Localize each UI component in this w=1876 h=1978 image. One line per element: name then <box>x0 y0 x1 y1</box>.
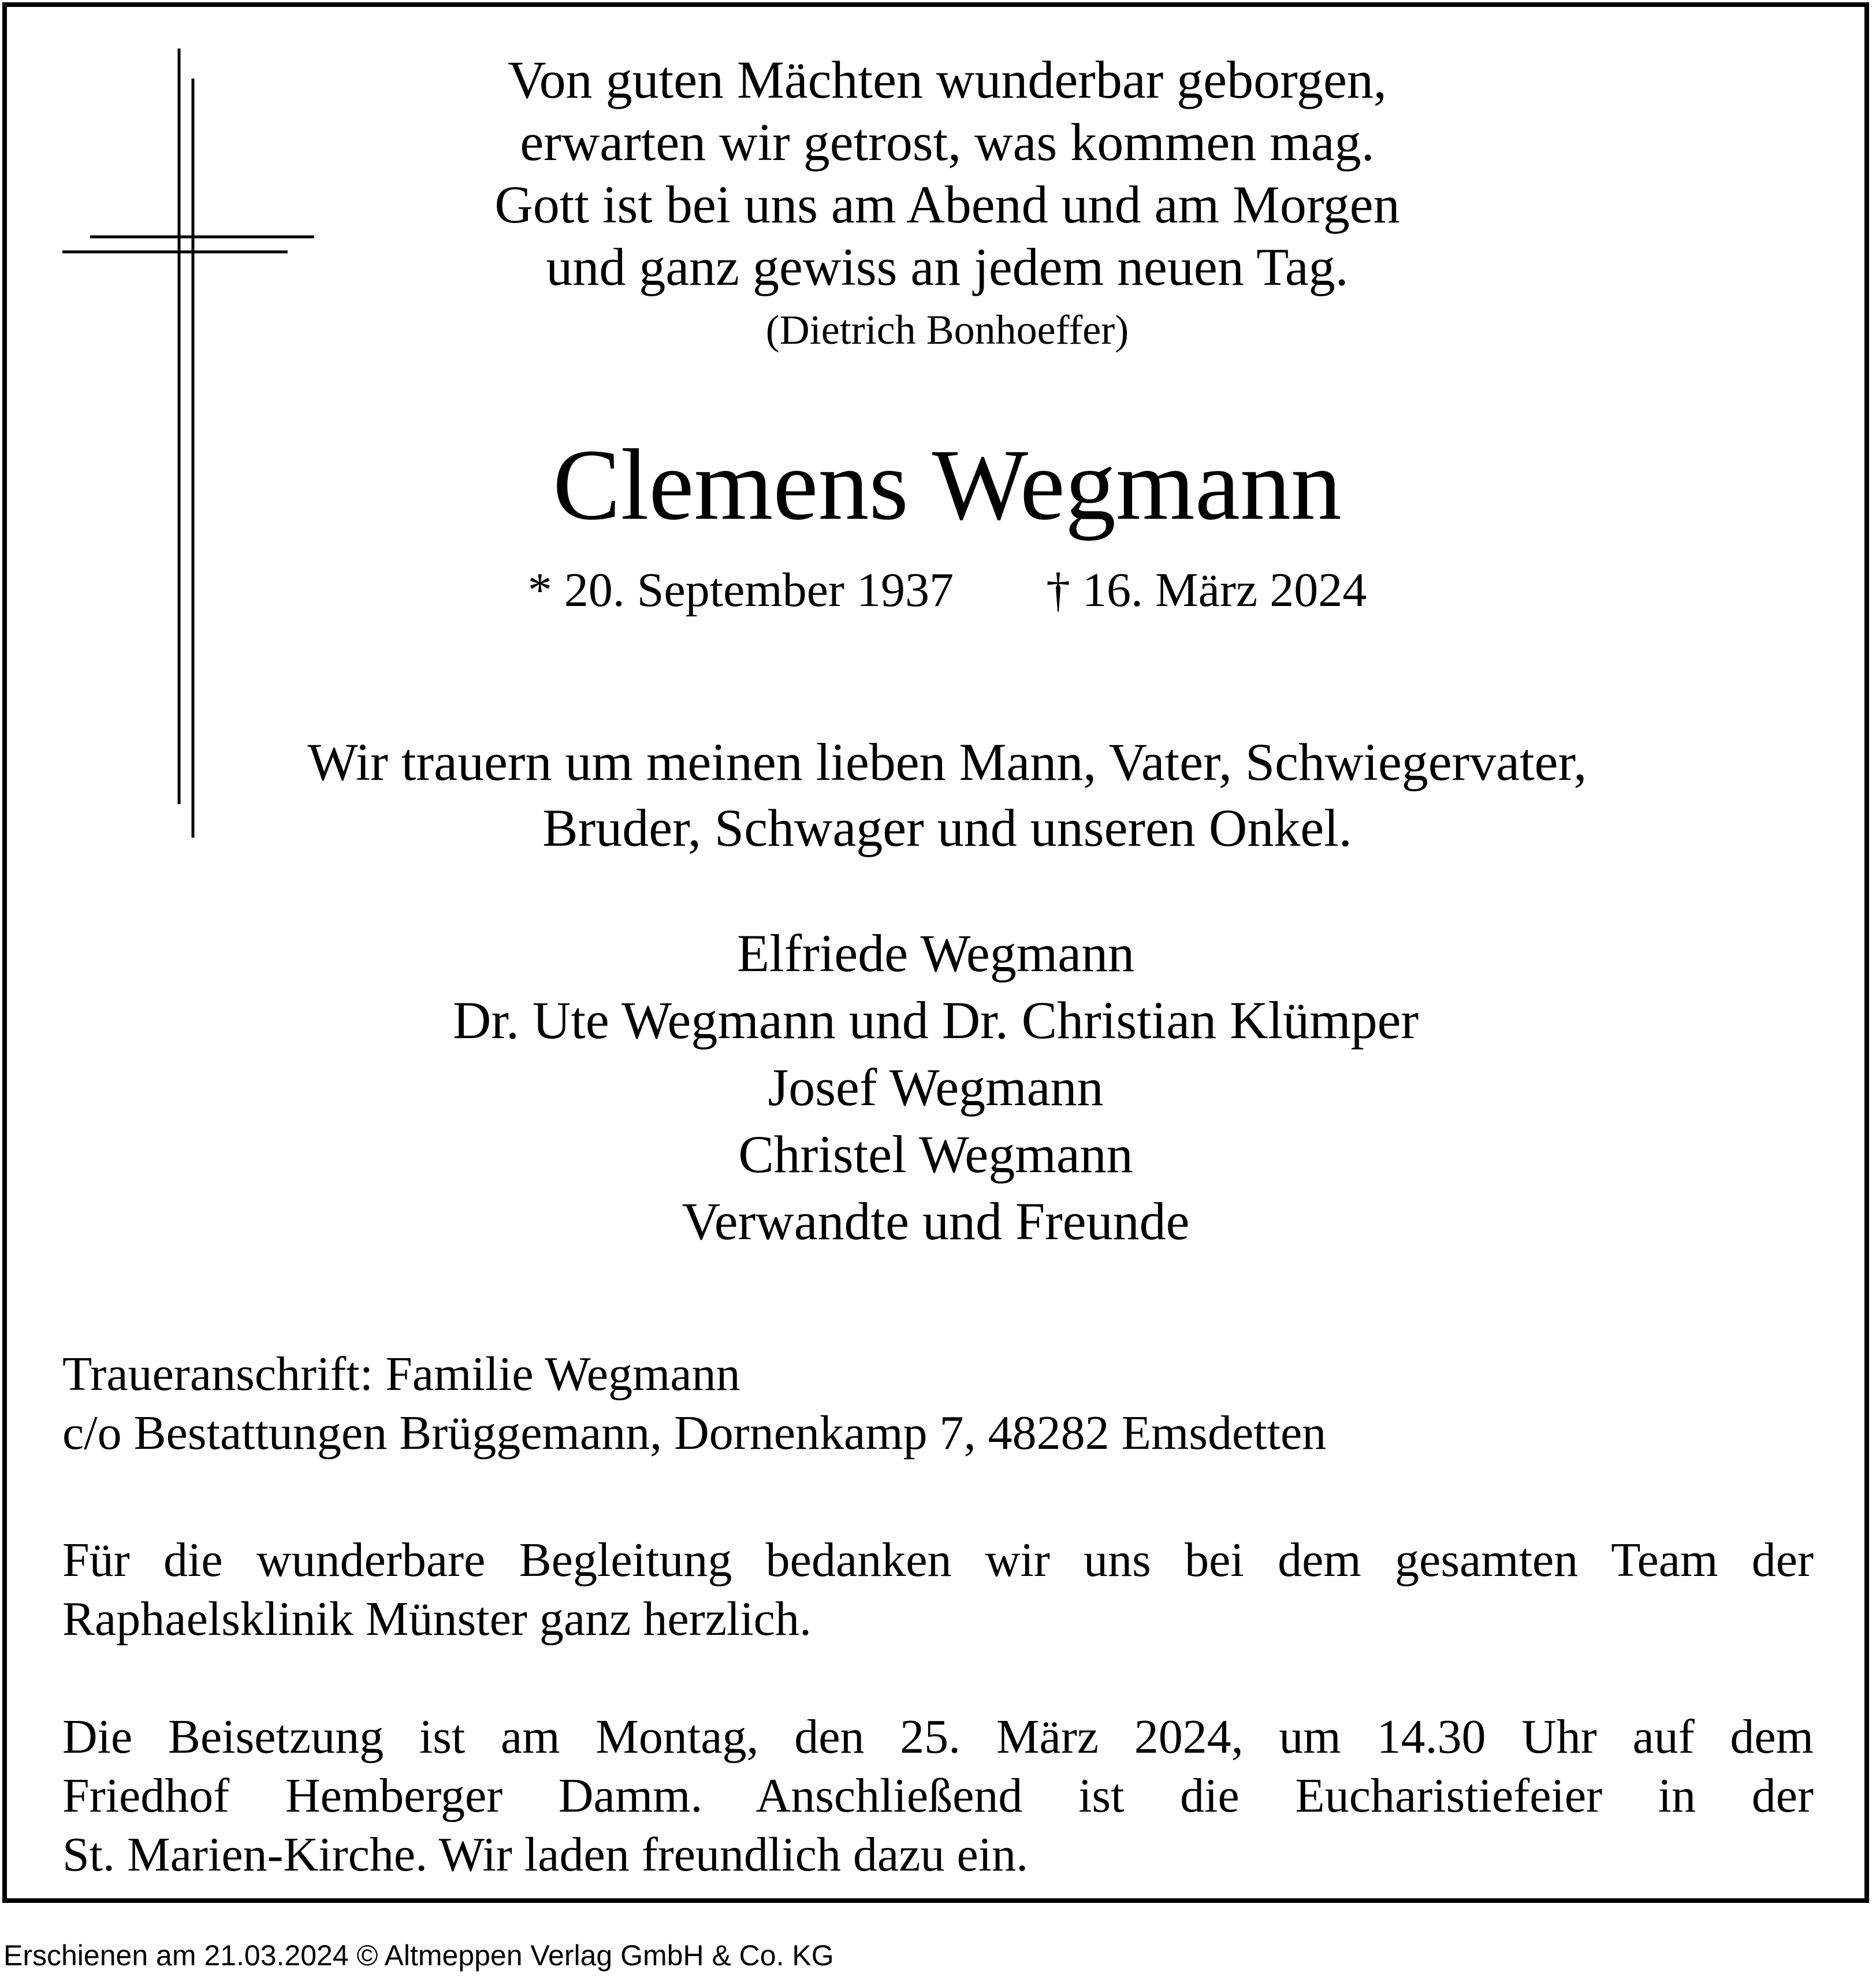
mourning-line: Wir trauern um meinen lieben Mann, Vater, Schwiegervater, <box>307 733 1587 791</box>
family-member: Christel Wegmann <box>738 1125 1133 1184</box>
mourning-text <box>116 729 1779 861</box>
address-line: c/o Bestattungen Brüggemann, Dornenkamp 7, 48282 Emsdetten <box>62 1406 1327 1460</box>
quote-line: Gott ist bei uns am Abend und am Morgen <box>494 175 1400 234</box>
cross-icon <box>0 0 323 855</box>
quote-line: und ganz gewiss an jedem neuen Tag. <box>546 237 1349 296</box>
death-date: † 16. März 2024 <box>1045 563 1367 617</box>
mourning-line: Bruder, Schwager und unseren Onkel. <box>542 798 1352 857</box>
quote <box>347 49 1548 298</box>
family-member: Elfriede Wegmann <box>736 924 1135 983</box>
quote-line: erwarten wir getrost, was kommen mag. <box>520 113 1375 172</box>
thanks-paragraph <box>62 1531 1814 1649</box>
family-member: Verwandte und Freunde <box>682 1192 1190 1251</box>
burial-line: Friedhof Hemberger Damm. Anschließend ist die Eucharistiefeier in der <box>62 1769 1814 1823</box>
thanks-line: Für die wunderbare Begleitung bedanken wir uns bei dem gesamten Team der <box>62 1533 1814 1587</box>
family-list <box>116 920 1756 1255</box>
life-dates <box>347 562 1548 619</box>
thanks-line: Raphaelsklinik Münster ganz herzlich. <box>62 1592 812 1646</box>
mourning-address <box>62 1345 1814 1463</box>
publication-footer: Erschienen am 21.03.2024 © Altmeppen Verlag GmbH & Co. KG <box>3 1939 834 1972</box>
quote-author: (Dietrich Bonhoeffer) <box>765 307 1129 353</box>
deceased-name: Clemens Wegmann <box>553 429 1342 541</box>
family-member: Dr. Ute Wegmann und Dr. Christian Klümper <box>452 991 1419 1050</box>
address-line: Traueranschrift: Familie Wegmann <box>62 1347 740 1401</box>
burial-line: Die Beisetzung ist am Montag, den 25. März 2024, um 14.30 Uhr auf dem <box>62 1710 1814 1764</box>
family-member: Josef Wegmann <box>768 1058 1104 1117</box>
burial-line: St. Marien-Kirche. Wir laden freundlich dazu ein. <box>62 1828 1029 1882</box>
quote-line: Von guten Mächten wunderbar geborgen, <box>508 50 1387 109</box>
burial-paragraph <box>62 1708 1814 1884</box>
birth-date: * 20. September 1937 <box>527 563 954 617</box>
